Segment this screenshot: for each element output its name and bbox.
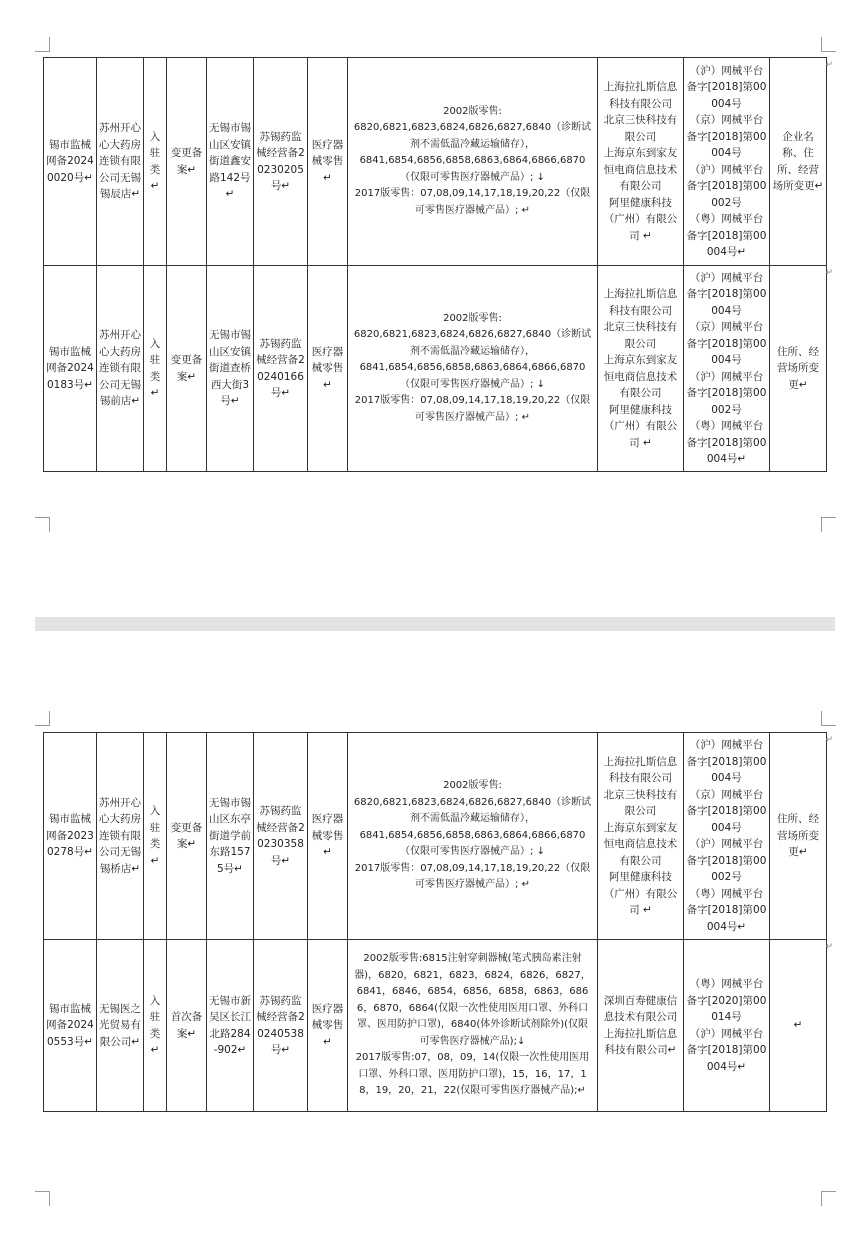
business-scope: 2002版零售: 6820,6821,6823,6824,6826,6827,6840（诊断试剂不需低温冷藏运输储存）， 6841,6854,6856,6858,6863,6864,6866,6870（仅限可零售医疗器械产品）; ↓ 2017版零售：07,08,09,14,17,18,19,20,22（仅限可零售医疗器械产品）; ↵ (348, 266, 598, 472)
change-items: 企业名称、住所、经营场所变更↵ (770, 58, 827, 266)
paragraph-mark: ↵ (825, 735, 833, 745)
platform-names: 上海拉扎斯信息科技有限公司 北京三快科技有限公司 上海京东到家友恒电商信息技术有限公司 阿里健康科技（广州）有限公司 ↵ (598, 733, 684, 940)
filing-table (43, 57, 827, 472)
platform-records: （沪）网械平台备字[2018]第00004号 （京）网械平台备字[2018]第00004号 （沪）网械平台备字[2018]第00002号 （粤）网械平台备字[2018]第00004号↵ (684, 733, 770, 940)
license-number: 苏锡药监械经营备20240538号↵ (254, 940, 308, 1112)
company-name: 苏州开心心大药房连锁有限公司无锡锡前店↵ (97, 266, 144, 472)
license-number: 苏锡药监械经营备20230205号↵ (254, 58, 308, 266)
business-type: 医疗器械零售↵ (308, 940, 348, 1112)
license-number: 苏锡药监械经营备20230358号↵ (254, 733, 308, 940)
filing-table (43, 732, 827, 1112)
company-name: 苏州开心心大药房连锁有限公司无锡锡辰店↵ (97, 58, 144, 266)
business-type: 医疗器械零售↵ (308, 58, 348, 266)
category: 入驻类↵ (144, 266, 167, 472)
business-type: 医疗器械零售↵ (308, 733, 348, 940)
page-corner-mark (821, 711, 836, 726)
change-items: ↵ (770, 940, 827, 1112)
platform-records: （沪）网械平台备字[2018]第00004号 （京）网械平台备字[2018]第00004号 （沪）网械平台备字[2018]第00002号 （粤）网械平台备字[2018]第00004号↵ (684, 266, 770, 472)
page-corner-mark (821, 37, 836, 52)
paragraph-mark: ↵ (825, 942, 833, 952)
page-separator (35, 617, 835, 631)
address: 无锡市锡山区安镇街道鑫安路142号↵ (207, 58, 254, 266)
business-scope: 2002版零售: 6820,6821,6823,6824,6826,6827,6840（诊断试剂不需低温冷藏运输储存）， 6841,6854,6856,6858,6863,6864,6866,6870（仅限可零售医疗器械产品）; ↓ 2017版零售：07,08,09,14,17,18,19,20,22（仅限可零售医疗器械产品）; ↵ (348, 733, 598, 940)
change-items: 住所、经营场所变更↵ (770, 733, 827, 940)
platform-names: 上海拉扎斯信息科技有限公司 北京三快科技有限公司 上海京东到家友恒电商信息技术有限公司 阿里健康科技（广州）有限公司 ↵ (598, 266, 684, 472)
table-row (44, 940, 827, 1112)
filing-type: 首次备案↵ (167, 940, 207, 1112)
page-corner-mark (35, 711, 50, 726)
page-corner-mark (821, 517, 836, 532)
business-scope: 2002版零售: 6820,6821,6823,6824,6826,6827,6840（诊断试剂不需低温冷藏运输储存）， 6841,6854,6856,6858,6863,6864,6866,6870（仅限可零售医疗器械产品）; ↓ 2017版零售：07,08,09,14,17,18,19,20,22（仅限可零售医疗器械产品）; ↵ (348, 58, 598, 266)
license-number: 苏锡药监械经营备20240166号↵ (254, 266, 308, 472)
platform-names: 上海拉扎斯信息科技有限公司 北京三快科技有限公司 上海京东到家友恒电商信息技术有限公司 阿里健康科技（广州）有限公司 ↵ (598, 58, 684, 266)
record-number: 锡市监械网备20230278号↵ (44, 733, 97, 940)
filing-type: 变更备案↵ (167, 58, 207, 266)
business-scope: 2002版零售:6815注射穿刺器械(笔式胰岛素注射器)，6820，6821，6823，6824，6826，6827，6841，6846，6854，6856，6858，6863，6866，6870，6864(仅限一次性使用医用口罩、外科口罩、医用防护口罩)，6840(体外诊断试剂除外)(仅限可零售医疗器械产品);↓ 2017版零售:07，08，09，14(仅限一次性使用医用口罩、外科口罩、医用防护口罩)，15，16，17，18，19，20，21，22(仅限可零售医疗器械产品);↵ (348, 940, 598, 1112)
category: 入驻类↵ (144, 58, 167, 266)
paragraph-mark: ↵ (825, 60, 833, 70)
address: 无锡市新吴区长江北路284-902↵ (207, 940, 254, 1112)
table-row (44, 733, 827, 940)
platform-records: （粤）网械平台备字[2020]第00014号 （沪）网械平台备字[2018]第00004号↵ (684, 940, 770, 1112)
company-name: 苏州开心心大药房连锁有限公司无锡锡桥店↵ (97, 733, 144, 940)
record-number: 锡市监械网备20240020号↵ (44, 58, 97, 266)
page-corner-mark (35, 517, 50, 532)
filing-type: 变更备案↵ (167, 733, 207, 940)
record-number: 锡市监械网备20240553号↵ (44, 940, 97, 1112)
table-row (44, 266, 827, 472)
company-name: 无锡医之光贸易有限公司↵ (97, 940, 144, 1112)
table-row (44, 58, 827, 266)
page-corner-mark (821, 1191, 836, 1206)
business-type: 医疗器械零售↵ (308, 266, 348, 472)
page-corner-mark (35, 1191, 50, 1206)
address: 无锡市锡山区安镇街道查桥西大街3号↵ (207, 266, 254, 472)
document-page-2 (0, 631, 855, 1233)
page-corner-mark (35, 37, 50, 52)
record-number: 锡市监械网备20240183号↵ (44, 266, 97, 472)
address: 无锡市锡山区东亭街道学前东路1575号↵ (207, 733, 254, 940)
paragraph-mark: ↵ (825, 268, 833, 278)
category: 入驻类↵ (144, 940, 167, 1112)
category: 入驻类↵ (144, 733, 167, 940)
platform-records: （沪）网械平台备字[2018]第00004号 （京）网械平台备字[2018]第00004号 （沪）网械平台备字[2018]第00002号 （粤）网械平台备字[2018]第00004号↵ (684, 58, 770, 266)
change-items: 住所、经营场所变更↵ (770, 266, 827, 472)
filing-type: 变更备案↵ (167, 266, 207, 472)
platform-names: 深圳百寿健康信息技术有限公司 上海拉扎斯信息科技有限公司↵ (598, 940, 684, 1112)
